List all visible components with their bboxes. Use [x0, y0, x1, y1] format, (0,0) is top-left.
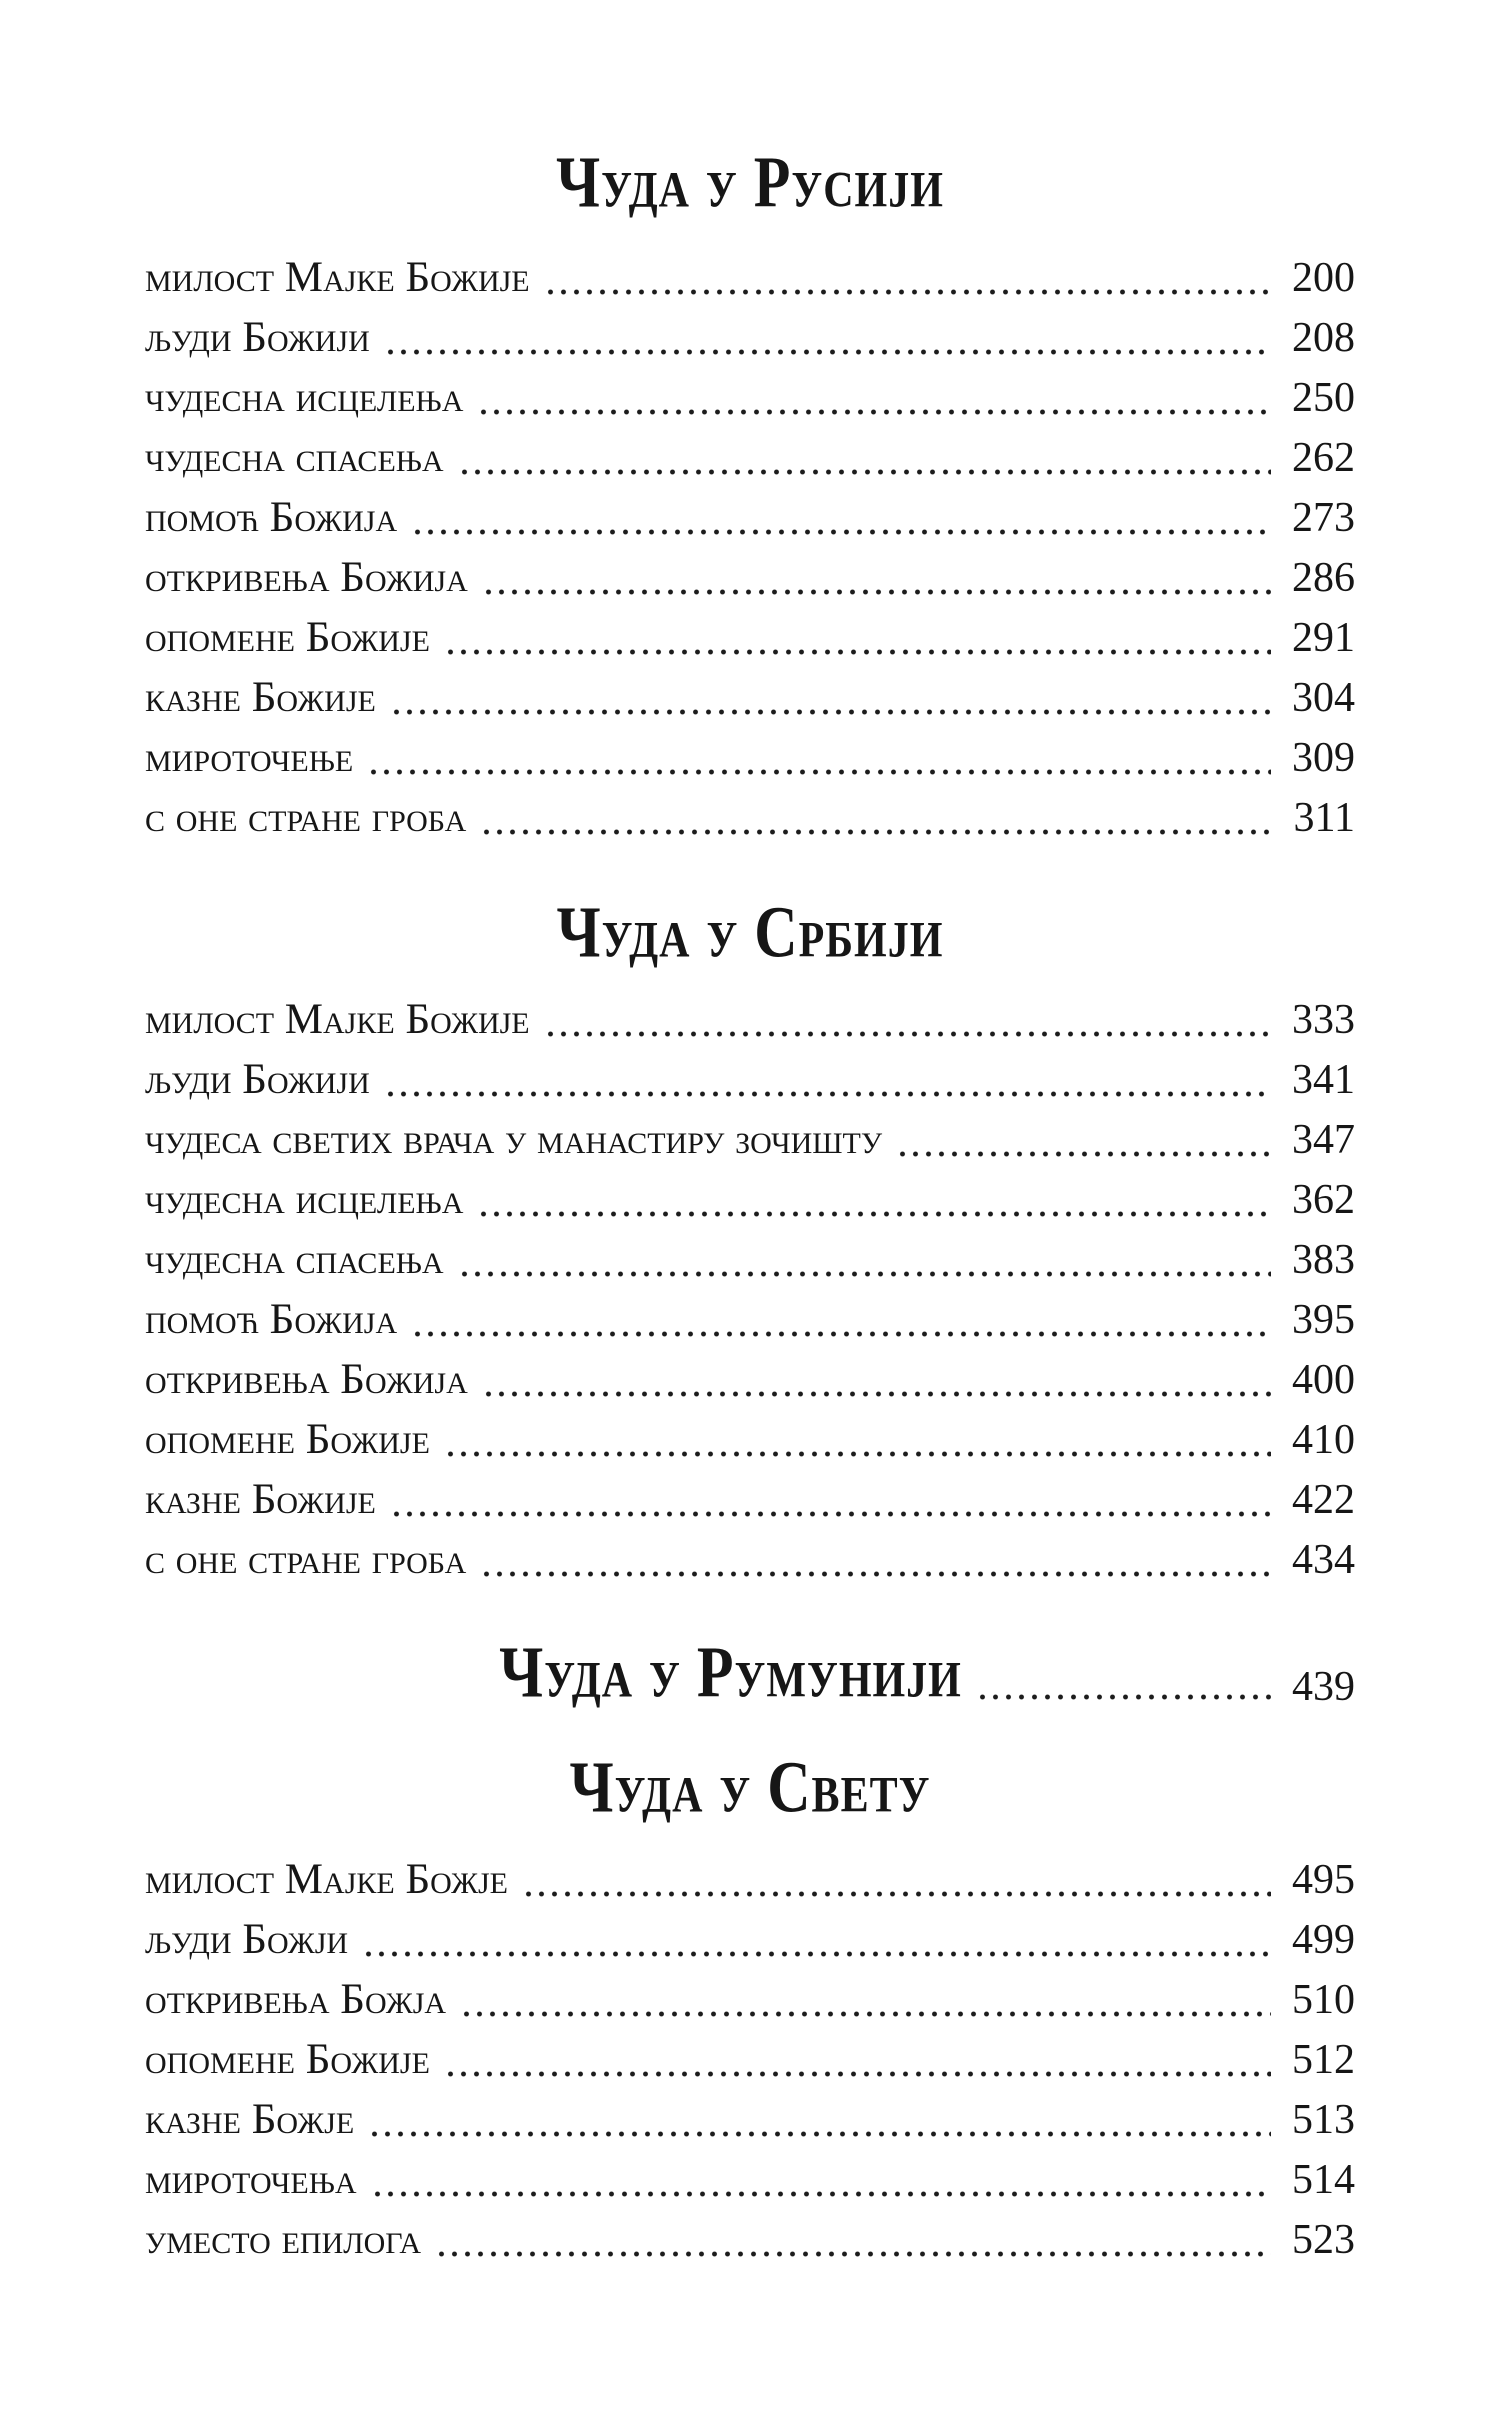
- toc-entry-label: чудеса светих врача у манастиру зочишту: [145, 1116, 883, 1163]
- toc-entry-label: људи Божји: [145, 1916, 349, 1963]
- toc-entry: [145, 1530, 1355, 1590]
- page-number: 422: [1292, 1477, 1355, 1523]
- toc-entry: [145, 1110, 1355, 1170]
- section-title: Чуда у Србији: [556, 892, 944, 973]
- page-number: 200: [1292, 255, 1355, 301]
- dot-leader: [458, 1271, 1271, 1277]
- page-number: 304: [1292, 675, 1355, 721]
- page-number: 311: [1293, 795, 1355, 841]
- toc-entry: [145, 2090, 1355, 2150]
- toc-entry-label: с оне стране гроба: [145, 794, 467, 841]
- page-number: 439: [1292, 1664, 1355, 1710]
- dot-leader: [368, 2131, 1271, 2137]
- dot-leader: [362, 1951, 1271, 1957]
- toc-entry-label: чудесна исцелења: [145, 374, 464, 421]
- dot-leader: [477, 1211, 1271, 1217]
- page-number: 514: [1292, 2157, 1355, 2203]
- toc-entry-label: мироточење: [145, 734, 354, 781]
- page-number: 513: [1292, 2097, 1355, 2143]
- toc-entry: [145, 1470, 1355, 1530]
- toc-entry-label: чудесна спасења: [145, 1236, 444, 1283]
- dot-leader: [444, 2071, 1271, 2077]
- dot-leader: [411, 529, 1271, 535]
- toc-entry: [145, 368, 1355, 428]
- dot-leader: [522, 1891, 1271, 1897]
- toc-entry: [145, 788, 1355, 848]
- section-title-row: [145, 1632, 1355, 1715]
- page-number: 341: [1292, 1057, 1355, 1103]
- page-number: 286: [1292, 555, 1355, 601]
- toc-entry: [145, 1290, 1355, 1350]
- dot-leader: [390, 709, 1271, 715]
- toc-entry: [145, 608, 1355, 668]
- toc-entry-label: опомене Божије: [145, 2036, 430, 2083]
- page-number: 383: [1292, 1237, 1355, 1283]
- page-number: 510: [1292, 1977, 1355, 2023]
- table-of-contents: [145, 142, 1355, 2270]
- dot-leader: [411, 1331, 1271, 1337]
- toc-entry: [145, 1850, 1355, 1910]
- toc-entry: [145, 1170, 1355, 1230]
- dot-leader: [477, 409, 1271, 415]
- dot-leader: [384, 349, 1271, 355]
- toc-entry-label: опомене Божије: [145, 614, 430, 661]
- toc-entry-label: откривења Божја: [145, 1976, 447, 2023]
- dot-leader: [544, 289, 1271, 295]
- dot-leader: [482, 589, 1271, 595]
- page-number: 250: [1292, 375, 1355, 421]
- dot-leader: [458, 469, 1271, 475]
- toc-entry-label: милост Мајке Божије: [145, 996, 530, 1043]
- toc-entry-label: казне Божје: [145, 2096, 355, 2143]
- toc-entry-label: мироточења: [145, 2156, 357, 2203]
- page-number: 262: [1292, 435, 1355, 481]
- toc-entry: [145, 2150, 1355, 2210]
- section-title: Чуда у Свету: [569, 1747, 931, 1828]
- toc-entry-label: с оне стране гроба: [145, 1536, 467, 1583]
- dot-leader: [544, 1031, 1271, 1037]
- page-number: 495: [1292, 1857, 1355, 1903]
- dot-leader: [390, 1511, 1271, 1517]
- toc-entry-label: чудесна спасења: [145, 434, 444, 481]
- toc-entry: [145, 1230, 1355, 1290]
- page-number: 395: [1292, 1297, 1355, 1343]
- toc-entry-label: откривења Божија: [145, 1356, 468, 1403]
- toc-entry-label: чудесна исцелења: [145, 1176, 464, 1223]
- dot-leader: [444, 649, 1271, 655]
- toc-entry: [145, 668, 1355, 728]
- page-number: 434: [1292, 1537, 1355, 1583]
- page-number: 291: [1292, 615, 1355, 661]
- toc-entry-label: милост Мајке Божје: [145, 1856, 508, 1903]
- toc-entry-label: опомене Божије: [145, 1416, 430, 1463]
- page-number: 333: [1292, 997, 1355, 1043]
- page-number: 362: [1292, 1177, 1355, 1223]
- page-number: 523: [1292, 2217, 1355, 2263]
- dot-leader: [384, 1091, 1271, 1097]
- toc-entry: [145, 488, 1355, 548]
- toc-entry: [145, 990, 1355, 1050]
- toc-entry: [145, 2030, 1355, 2090]
- toc-entry: [145, 248, 1355, 308]
- page-number: 410: [1292, 1417, 1355, 1463]
- toc-entry-label: казне Божије: [145, 1476, 376, 1523]
- toc-entry-label: казне Божије: [145, 674, 376, 721]
- page-number: 309: [1292, 735, 1355, 781]
- dot-leader: [976, 1694, 1271, 1700]
- toc-entry: [145, 308, 1355, 368]
- dot-leader: [480, 829, 1271, 835]
- section-title: Чуда у Румунији: [499, 1632, 962, 1713]
- page-number: 499: [1292, 1917, 1355, 1963]
- dot-leader: [435, 2251, 1271, 2257]
- dot-leader: [367, 769, 1271, 775]
- toc-entry: [145, 1910, 1355, 1970]
- toc-entry: [145, 1350, 1355, 1410]
- toc-entry: [145, 1410, 1355, 1470]
- page-number: 273: [1292, 495, 1355, 541]
- toc-entry-label: откривења Божија: [145, 554, 468, 601]
- toc-entry: [145, 2210, 1355, 2270]
- toc-entry-label: људи Божији: [145, 314, 370, 361]
- toc-entry: [145, 728, 1355, 788]
- page-number: 208: [1292, 315, 1355, 361]
- dot-leader: [896, 1151, 1271, 1157]
- toc-entry-label: милост Мајке Божије: [145, 254, 530, 301]
- dot-leader: [482, 1391, 1271, 1397]
- dot-leader: [444, 1451, 1271, 1457]
- toc-entry: [145, 428, 1355, 488]
- dot-leader: [371, 2191, 1271, 2197]
- section-title: Чуда у Русији: [556, 142, 944, 223]
- toc-entry-label: људи Божији: [145, 1056, 370, 1103]
- toc-entry: [145, 1050, 1355, 1110]
- toc-entry: [145, 548, 1355, 608]
- page-number: 512: [1292, 2037, 1355, 2083]
- dot-leader: [480, 1571, 1271, 1577]
- toc-entry-label: помоћ Божија: [145, 494, 398, 541]
- toc-entry-label: уместо епилога: [145, 2216, 422, 2263]
- page-number: 400: [1292, 1357, 1355, 1403]
- page-number: 347: [1292, 1117, 1355, 1163]
- dot-leader: [460, 2011, 1271, 2017]
- toc-entry: [145, 1970, 1355, 2030]
- toc-entry-label: помоћ Божија: [145, 1296, 398, 1343]
